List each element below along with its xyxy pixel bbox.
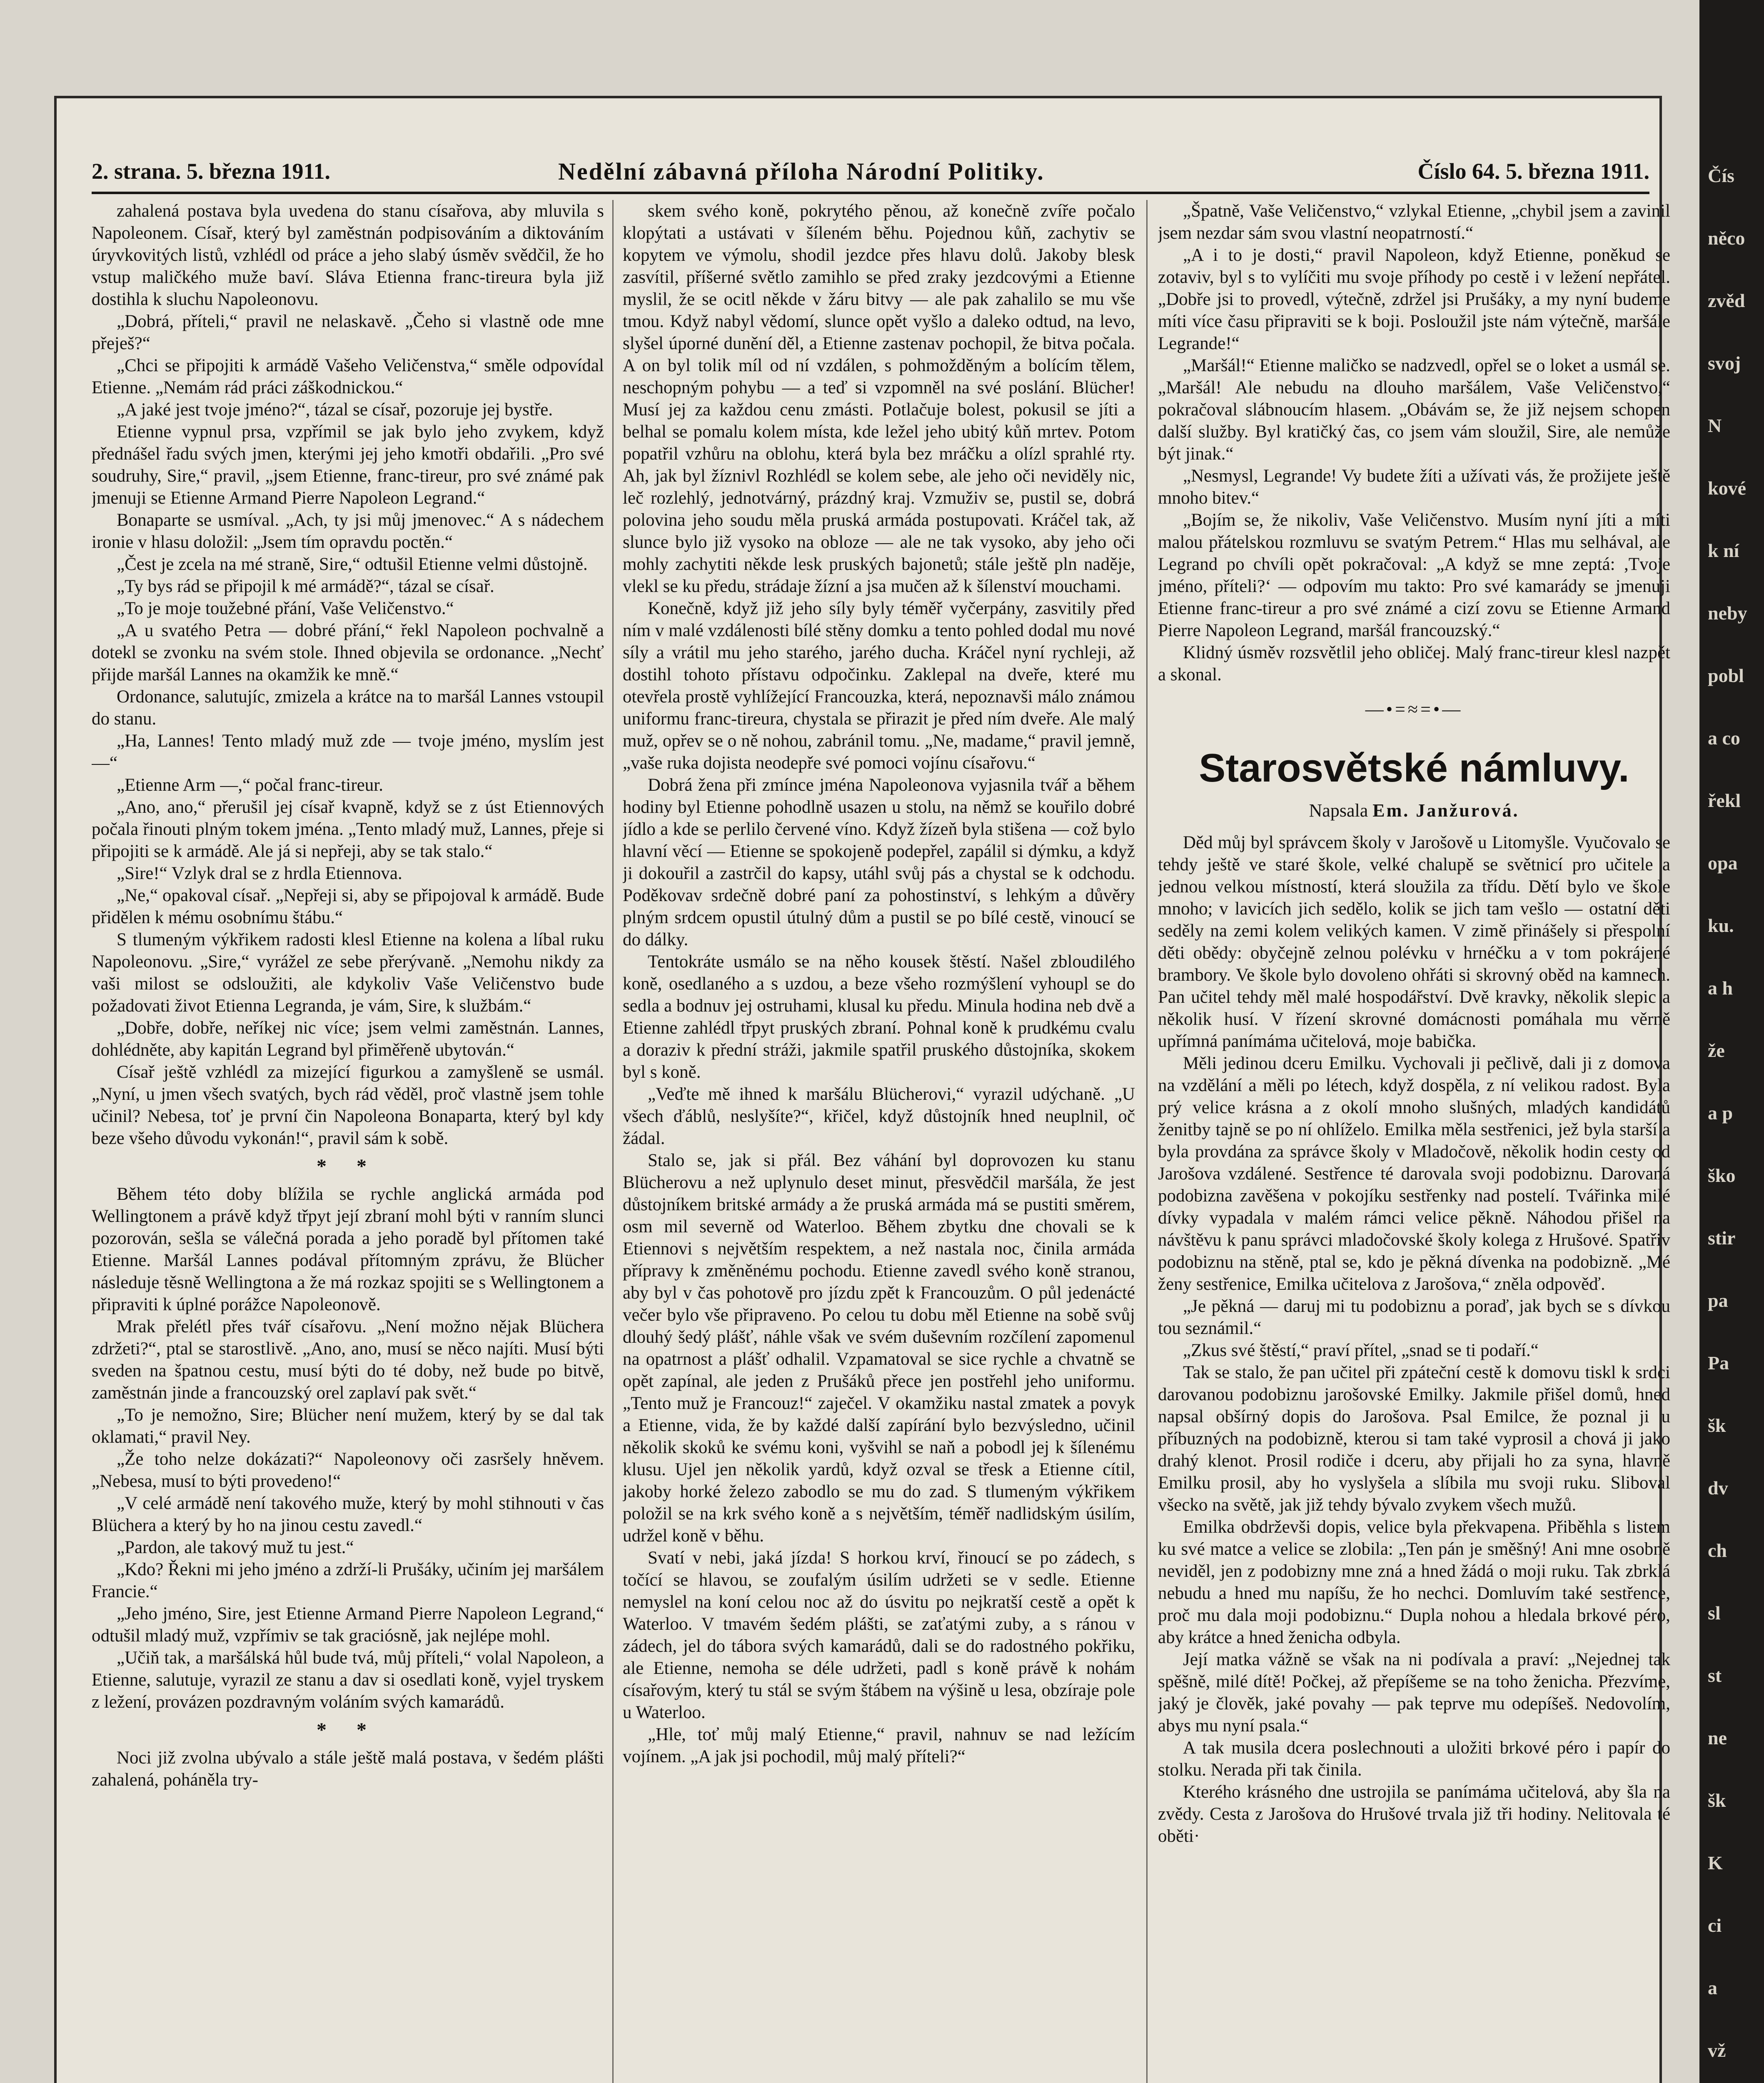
article-paragraph: Tak se stalo, že pan učitel při zpáteční cestě k domovu tiskl k srdci darovanou podobiznu jarošovské Emilky. Jakmile přišel domů, hned napsal obšírný dopis do Jarošova. Psal Emilce, že poznal ji u příbuzných na podobizně, kterou si tam také vyprosil a chová ji jako drahý klenot. Prosil rodiče i dceru, aby přijali ho za syna, hlavně Emilku prosil, aby ho vyslyšela a slíbila mu svoji ruku. Sliboval všecko na světě, jak již tehdy bývalo zvykem všech mužů. <box>1158 1363 1670 1515</box>
ornament-divider: —•=≈=•— <box>1365 699 1463 719</box>
adjacent-page-fragment: zvěd <box>1708 290 1745 311</box>
article-paragraph: Tentokráte usmálo se na něho kousek štěstí. Našel zbloudilého koně, osedlaného a s uzdou, a beze všeho rozmýšlení vyhoupl se do sedla a bodnuv jej ostruhami, klusal ku předu. Minula hodina neb dvě a Etienne zahlédl třpyt pruských zbraní. Pohnal koně k prudkému cvalu a doraziv k přední stráži, jakmile spatřil pruského důstojníka, skokem byl s koně. <box>623 952 1135 1082</box>
section-separator-stars: * * <box>317 1719 379 1741</box>
adjacent-page-fragment: něco <box>1708 227 1745 249</box>
article-paragraph: Konečně, když již jeho síly byly téměř vyčerpány, zasvitily před ním v malé vzdálenosti bílé stěny domku a tento pohled dodal mu nové síly a vrátil mu jeho starého, jarého ducha. Kráčel nyní rychleji, až dostihl tohoto přístavu odpočinku. Zaklepal na dveře, které mu otevřela prostě vyhlížející Francouzka, která, nepoznavši málo známou uniformu franc-tireura, chystala se přirazit je před ním dveře. Ale malý muž, opřev se o ně nohou, zabránil tomu. „Ne, madame,“ pravil jemně, „vaše ruka dojista neodepře své pomoci vojínu císařovu.“ <box>623 599 1135 773</box>
article-paragraph: „Nesmysl, Legrande! Vy budete žíti a užívati vás, že prožijete ještě mnoho bitev.“ <box>1158 466 1670 508</box>
article-paragraph: „Hle, toť můj malý Etienne,“ pravil, nahnuv se nad ležícím vojínem. „A jak jsi pochodil, můj malý příteli?“ <box>623 1725 1135 1766</box>
adjacent-page-fragment: ku. <box>1708 915 1734 936</box>
article-paragraph: Během této doby blížila se rychle anglická armáda pod Wellingtonem a právě když třpyt její zbraní mohl býti v ranním slunci pozorován, sešla se válečná porada a jeho poradě byl přítomen také Etienne. Maršál Lannes podával přítomným zprávu, že Blücher následuje těsně Wellingtona a že má rozkaz spojiti se s Wellingtonem a připraviti k úplné porážce Napoleonově. <box>92 1184 604 1314</box>
adjacent-page-fragment: a <box>1708 1977 1717 1998</box>
adjacent-page-fragment: Pa <box>1708 1352 1729 1374</box>
column-2 <box>623 200 1135 2083</box>
article-paragraph: „Dobrá, příteli,“ pravil ne nelaskavě. „Čeho si vlastně ode mne přeješ?“ <box>92 312 604 353</box>
article-paragraph: skem svého koně, pokrytého pěnou, až konečně zvíře počalo klopýtati a ustávati v šíleném běhu. Pojednou kůň, zachytiv se kopytem ve výmolu, shodil jezdce přes hlavu dolů. Jakoby blesk zasvítil, příšerné světlo zamihlo se před zraky jezdcovými a Etienne myslil, že se ocitl někde v žáru bitvy — ale pak zahalilo se mu vše tmou. Když nabyl vědomí, slunce opět vyšlo a daleko odtud, na levo, slyšel úporné dunění děl, a Etienne zastenav pochopil, že bitva počala. A on byl tolik míl od ní vzdálen, s pohmožděným a bolícím tělem, neschopným pohybu — a teď si vzpomněl na své poslání. Blücher! Musí jej za každou cenu zmásti. Potlačuje bolest, pokusil se jíti a belhal se pomalu kolem místa, kde ležel jeho ubitý kůň mrtev. Potom popatřil vzhůru na oblohu, která byla bez mráčku a olízl sprahlé rty. Ah, jak byl žíznivl Rozhlédl se kolem sebe, ale jeho oči neviděly nic, leč rozlehlý, jednotvárný, prázdný kraj. Vzmuživ se, pustil se, dobrá polovina jeho soudu měla pruská armáda postupovati. Kráčel tak, až slunce bylo již vysoko na obloze — ale ne tak vysoko, aby jeho oči mohly zachytiti někde lesk pruských bajonetů; stále ještě pln naděje, vlekl se ku předu, strádaje žízní a jsa mučen až k šílenství mouchami. <box>623 201 1135 596</box>
article-paragraph: „Maršál!“ Etienne maličko se nadzvedl, opřel se o loket a usmál se. „Maršál! Ale nebudu na dlouho maršálem, Vaše Veličenstvo,“ pokračoval slábnoucím hlasem. „Obávám se, že již nejsem schopen další služby. Byl kratičký čas, co jsem vám sloužil, Sire, ale nemůže být jinak.“ <box>1158 356 1670 464</box>
article-paragraph: „Pardon, ale takový muž tu jest.“ <box>117 1538 354 1557</box>
article-paragraph: „Čest je zcela na mé straně, Sire,“ odtušil Etienne velmi důstojně. <box>117 554 588 574</box>
article-paragraph: Emilka obdrževši dopis, velice byla překvapena. Přiběhla s listem ku své matce a velice se zlobila: „Ten pán je směšný! Ani mne osobně neviděl, jen z podobizny mne zná a hned žádá o moji ruku. Tak zbrklá nebudu a hned mu napíšu, že ho nechci. Domluvím také sestřence, proč mu dala moji podobiznu.“ Dupla nohou a hledala brkové péro, aby krátce a hned ženicha odbyla. <box>1158 1517 1670 1647</box>
article-paragraph: „Dobře, dobře, neříkej nic více; jsem velmi zaměstnán. Lannes, dohlédněte, aby kapitán Legrand byl přiměřeně ubytován.“ <box>92 1018 604 1060</box>
adjacent-page-fragment: ch <box>1708 1540 1727 1561</box>
article-paragraph: „Že toho nelze dokázati?“ Napoleonovy oči zasršely hněvem. „Nebesa, musí to býti provedeno!“ <box>92 1449 604 1491</box>
article-paragraph: „A u svatého Petra — dobré přání,“ řekl Napoleon pochvalně a dotekl se zvonku na svém stole. Ihned objevila se ordonance. „Nechť přijde maršál Lannes na okamžik ke mně.“ <box>92 621 604 684</box>
article-paragraph: Děd můj byl správcem školy v Jarošově u Litomyšle. Vyučovalo se tehdy ještě ve staré škole, velké chalupě se světnicí pro učitele a jednou velkou místností, která sloužila za třídu. Dětí bylo ve škole mnoho; v lavicích jich sedělo, kolik se jich tam vešlo — ostatní děti seděly na zemi kolem velikých kamen. V zimě přinášely si přespolní děti obědy: obyčejně zelnou polévku v hrnéčku a v tom pokrájené brambory. Ve škole bylo dovoleno ohřáti si skrovný oběd na kamnech. Pan učitel tehdy měl malé hospodářství. Dvě kravky, několik slepic a několik husí. V řízení skrovné domácnosti pomáhala mu věrně upřímná panímáma učitelová, moje babička. <box>1158 833 1670 1051</box>
article-paragraph: Její matka vážně se však na ni podívala a praví: „Nejednej tak spěšně, milé dítě! Počkej, až přepíšeme se na toho ženicha. Přezvíme, jaký je člověk, jaké povahy — pak teprve mu odepíšeš. Nedovolím, abys mu nyní psala.“ <box>1158 1650 1670 1736</box>
adjacent-page-fragment: ško <box>1708 1165 1736 1186</box>
byline-prefix: Napsala <box>1309 800 1373 821</box>
article-paragraph: S tlumeným výkřikem radosti klesl Etienne na kolena a líbal ruku Napoleonovu. „Sire,“ vyrážel ze sebe přerývaně. „Nemohu nikdy za vaši milost se odsloužiti, ale kdykoliv Vaše Veličenstvo bude požadovati život Etienna Legranda, je vám, Sire, k službám.“ <box>92 930 604 1016</box>
article-paragraph: Klidný úsměv rozsvětlil jeho obličej. Malý franc-tireur klesl nazpět a skonal. <box>1158 643 1670 684</box>
article-paragraph: „Ty bys rád se připojil k mé armádě?“, tázal se císař. <box>117 577 494 596</box>
article-paragraph: „To je nemožno, Sire; Blücher není mužem, který by se dal tak oklamati,“ pravil Ney. <box>92 1405 604 1447</box>
article-paragraph: „Veďte mě ihned k maršálu Blücherovi,“ vyrazil udýchaně. „U všech ďáblů, neslyšíte?“, křičel, když důstojník hned neuplnil, oč žádal. <box>623 1084 1135 1148</box>
article-paragraph: „Kdo? Řekni mi jeho jméno a zdrží-li Prušáky, učiním jej maršálem Francie.“ <box>92 1560 604 1601</box>
article-paragraph: Ordonance, salutujíc, zmizela a krátce na to maršál Lannes vstoupil do stanu. <box>92 687 604 729</box>
story-title: Starosvětské námluvy. <box>1199 746 1629 790</box>
article-paragraph: „A jaké jest tvoje jméno?“, tázal se císař, pozoruje jej bystře. <box>117 400 553 420</box>
column-rule <box>612 200 614 2083</box>
adjacent-page-fragment: K <box>1708 1852 1723 1873</box>
article-paragraph: „Bojím se, že nikoliv, Vaše Veličenstvo. Musím nyní jíti a míti malou přátelskou rozmluvu se svatým Petrem.“ Hlas mu selhával, ale Legrand po chvíli opět pokračoval: „A když se mne zeptá: ,Tvoje jméno, příteli?‘ — odpovím mu takto: Pro své kamarády se jmenuji Etienne franc-tireur a pro své známé a cizí zovu se Etienne Armand Pierre Napoleon Legrand, maršál francouzský.“ <box>1158 510 1670 640</box>
adjacent-page-fragment: pa <box>1708 1290 1728 1311</box>
adjacent-page-fragment: k ní <box>1708 540 1739 561</box>
header-date: 2. strana. 5. března 1911. <box>92 159 330 184</box>
adjacent-page-fragment: vž <box>1708 2040 1726 2061</box>
story-byline <box>1158 799 1670 822</box>
article-paragraph: „Jeho jméno, Sire, jest Etienne Armand Pierre Napoleon Legrand,“ odtušil mladý muž, vzpřímiv se tak graciósně, jak nejlépe mohl. <box>92 1604 604 1646</box>
article-paragraph: Kterého krásného dne ustrojila se panímáma učitelová, aby šla na zvědy. Cesta z Jarošova do Hrušové trvala již tři hodiny. Nelitovala té oběti· <box>1158 1782 1670 1846</box>
article-paragraph: Svatí v nebi, jaká jízda! S horkou krví, řinoucí se po zádech, s točící se hlavou, se zoufalým úsilím udržeti se v sedle. Etienne nemyslel na koní celou noc až do úsvitu po nejkratší cestě a opět k Waterloo. V tmavém šedém plášti, se zaťatými zuby, a s ránou v zádech, jel do tábora svých kamarádů, dali se do radostného pokřiku, ale Etienne, nemoha se déle udržeti, padl s koně právě k nohám císařovým, který tu stál se svým štábem na výšině u lesa, obzíraje pole u Waterloo. <box>623 1548 1135 1722</box>
adjacent-page-fragment: pobl <box>1708 665 1744 686</box>
adjacent-page-fragment: a p <box>1708 1102 1733 1124</box>
adjacent-page-fragment: neby <box>1708 602 1747 624</box>
article-paragraph: Bonaparte se usmíval. „Ach, ty jsi můj jmenovec.“ A s nádechem ironie v hlasu doložil: „Jsem tím opravdu poctěn.“ <box>92 510 604 552</box>
adjacent-page-fragment: ne <box>1708 1727 1727 1748</box>
header-issue: Číslo 64. 5. března 1911. <box>1417 159 1649 184</box>
adjacent-page-fragment: dv <box>1708 1477 1728 1499</box>
page-header <box>92 154 1649 194</box>
article-paragraph: „Je pěkná — daruj mi tu podobiznu a poraď, jak bych se s dívkou tou seznámil.“ <box>1158 1296 1670 1338</box>
column-rule <box>1146 200 1148 2083</box>
adjacent-page-fragment: šk <box>1708 1790 1726 1811</box>
article-paragraph: A tak musila dcera poslechnouti a uložiti brkové péro i papír do stolku. Nerada při tak činila. <box>1158 1738 1670 1780</box>
article-paragraph: „A i to je dosti,“ pravil Napoleon, když Etienne, poněkud se zotaviv, byl s to vylíčiti mu svoje příhody po cestě i v ležení nepřátel. „Dobře jsi to provedl, výtečně, zdržel jsi Prušáky, a my nyní budeme míti více času připraviti se k boji. Posloužil jste nám výtečně, maršále Legrande!“ <box>1158 245 1670 353</box>
header-publication: Nedělní zábavná příloha Národní Politiky. <box>558 158 1045 185</box>
article-paragraph: Císař ještě vzhlédl za mizející figurkou a zamyšleně se usmál. „Nyní, u jmen všech svatých, bych rád věděl, proč vlastně jsem tohle učinil? Nebesa, toť je první čin Napoleona Bonaparta, který byl kdy beze všeho důvodu vykonán!“, pravil sám k sobě. <box>92 1062 604 1148</box>
article-paragraph: „Zkus své štěstí,“ praví přítel, „snad se ti podaří.“ <box>1183 1341 1539 1360</box>
adjacent-page-fragment: kové <box>1708 477 1746 499</box>
article-paragraph: „V celé armádě není takového muže, který by mohl stihnouti v čas Blüchera a který by ho na jinou cestu zavedl.“ <box>92 1494 604 1535</box>
adjacent-page-fragment: st <box>1708 1665 1722 1686</box>
adjacent-page-fragment: sl <box>1708 1602 1721 1623</box>
adjacent-page-fragment: stir <box>1708 1227 1736 1249</box>
article-paragraph: „Chci se připojiti k armádě Vašeho Veličenstva,“ směle odpovídal Etienne. „Nemám rád práci záškodnickou.“ <box>92 356 604 397</box>
article-paragraph: „To je moje toužebné přání, Vaše Veličenstvo.“ <box>117 599 454 618</box>
article-paragraph: „Ha, Lannes! Tento mladý muž zde — tvoje jméno, myslím jest —“ <box>92 731 604 773</box>
article-paragraph: Měli jedinou dceru Emilku. Vychovali ji pečlivě, dali ji z domova na vzdělání a měli po létech, když dospěla, z ní velikou radost. Byla prý velice krásna a z okolí mnoho slušných, mladých kandidátů ženitby tajně se po ní ohlíželo. Emilka měla sestřenici, jež byla starší a byla provdána za správce školy v Mladočově, několik hodin cesty od Jarošova vzdálené. Sestřence té darovala svoji podobiznu. Darovaná podobizna zavěšena v pokojíku sestřenky nad postelí. Tvářinka milé dívky vypadala v malém rámci velice pěkně. Náhodou přišel na návštěvu k panu správci mladočovské školy kolega z Hrušové. Spatřiv podobiznu na stěně, ptal se, kdo je pěkná dívenka na podobizně. „Mé ženy sestřenice, Emilka učitelova z Jarošova,“ zněla odpověď. <box>1158 1054 1670 1294</box>
article-paragraph: Stalo se, jak si přál. Bez váhání byl doprovozen ku stanu Blücherovu a než uplynulo deset minut, přesvědčil maršála, že jest důstojníkem britské armády a že pruská armáda má se pustiti směrem, osm mil severně od Waterloo. Během zbytku dne chovali se k Etiennovi s největším respektem, a než nastala noc, činila armáda přípravy k změněnému pochodu. Etienne zavedl svého koně stranou, aby byl v čas pohotově pro jízdu zpět k Francouzům. O půl jedenácté večer bylo vše připraveno. Po celou tu dobu měl Etienne na sobě svůj dlouhý šedý plášť, náhle však ve svém duševním rozčílení zapomenul na opatrnost a plášť odhalil. Vzpamatoval se sice rychle a chvatně se opět zapínal, ale jeden z Prušáků přece jen postřehl jeho uniformu. „Tento muž je Francouz!“ zaječel. V okamžiku nastal zmatek a povyk a Etienne, vida, že by každé další zapírání bylo bezvýsledno, učinil několik skoků ke svému koni, vyšvihl se naň a pobodl jej k šílenému klusu. Ujel jen několik yardů, když ozval se třesk a Etienne cítil, jakoby horké železo zabodlo se mu do zad. S tlumeným výkřikem položil se na krk svého koně a s největším, téměř nadlidským úsilím, udržel koně v běhu. <box>623 1151 1135 1546</box>
article-paragraph: Dobrá žena při zmínce jména Napoleonova vyjasnila tvář a během hodiny byl Etienne pohodlně usazen u stolu, na němž se kouřilo dobré jídlo a kde se perlilo červené víno. Když žízeň byla stišena — což bylo hlavní věcí — Etienne se spokojeně podepřel, zapálil si dýmku, a když ji dokouřil a zastrčil do kapsy, utáhl svůj pás a chystal se k odchodu. Poděkovav srdečně dobré paní za pohostinství, s lehkým a důvěry plným srdcem opustil útulný dům a pustil se po bílé cestě, vinoucí se do dálky. <box>623 775 1135 949</box>
adjacent-page-fragment: opa <box>1708 852 1738 874</box>
article-paragraph: „Ano, ano,“ přerušil jej císař kvapně, když se z úst Etiennových počala řinouti plným tokem jména. „Tento mladý muž, Lannes, přeje si připojiti se k armádě. Ale já si nepřeji, aby se tak stalo.“ <box>92 797 604 861</box>
article-paragraph: Mrak přelétl přes tvář císařovu. „Není možno nějak Blüchera zdržeti?“, ptal se starostlivě. „Ano, ano, musí se něco najíti. Musí býti sveden na špatnou cestu, musí býti do té doby, než bude po bitvě, zaměstnán jinde a francouzský orel zaplaví pak svět.“ <box>92 1317 604 1403</box>
article-paragraph: „Špatně, Vaše Veličenstvo,“ vzlykal Etienne, „chybil jsem a zavinil jsem nezdar sám svou vlastní neopatrností.“ <box>1158 201 1670 243</box>
column-1 <box>92 200 604 2083</box>
article-paragraph: zahalená postava byla uvedena do stanu císařova, aby mluvila s Napoleonem. Císař, který byl zaměstnán podpisováním a diktováním úryvkovitých listů, vzhlédl od práce a jeho slabý úsměv svědčil, že ho vstup maličkého muže baví. Sláva Etienna franc-tireura byla již dostihla k sluchu Napoleonovu. <box>92 201 604 309</box>
adjacent-page-fragment: řekl <box>1708 790 1741 811</box>
adjacent-page-fragment: ci <box>1708 1915 1722 1936</box>
article-paragraph: „Etienne Arm —,“ počal franc-tireur. <box>117 775 383 795</box>
byline-author: Em. Janžurová. <box>1372 800 1519 821</box>
section-separator-stars: * * <box>317 1155 379 1177</box>
adjacent-page-fragment: a co <box>1708 727 1740 749</box>
adjacent-page-fragment: šk <box>1708 1415 1726 1436</box>
adjacent-page-fragment: že <box>1708 1040 1725 1061</box>
article-paragraph: Etienne vypnul prsa, vzpřímil se jak bylo jeho zvykem, když přednášel řadu svých jmen, kterými jej jeho kmotři obdařili. „Pro své soudruhy, Sire,“ pravil, „jsem Etienne, franc-tireur, pro své známé pak jmenuji se Etienne Armand Pierre Napoleon Legrand.“ <box>92 422 604 508</box>
column-3 <box>1158 200 1670 2083</box>
article-paragraph: Noci již zvolna ubývalo a stále ještě malá postava, v šedém plášti zahalená, poháněla try- <box>92 1748 604 1790</box>
adjacent-page-fragment: N <box>1708 415 1722 436</box>
article-paragraph: „Ne,“ opakoval císař. „Nepřeji si, aby se připojoval k armádě. Bude přidělen k mému osobnímu štábu.“ <box>92 886 604 927</box>
adjacent-page-fragment: Čís <box>1708 165 1734 186</box>
adjacent-page-fragment: svoj <box>1708 352 1741 374</box>
adjacent-page-fragment: a h <box>1708 977 1733 999</box>
article-paragraph: „Učiň tak, a maršálská hůl bude tvá, můj příteli,“ volal Napoleon, a Etienne, salutuje, vyrazil ze stanu a dav si osedlati koně, vyjel tryskem z ležení, provázen pozdravným voláním svých kamarádů. <box>92 1648 604 1712</box>
article-paragraph: „Sire!“ Vzlyk dral se z hrdla Etiennova. <box>117 864 402 883</box>
